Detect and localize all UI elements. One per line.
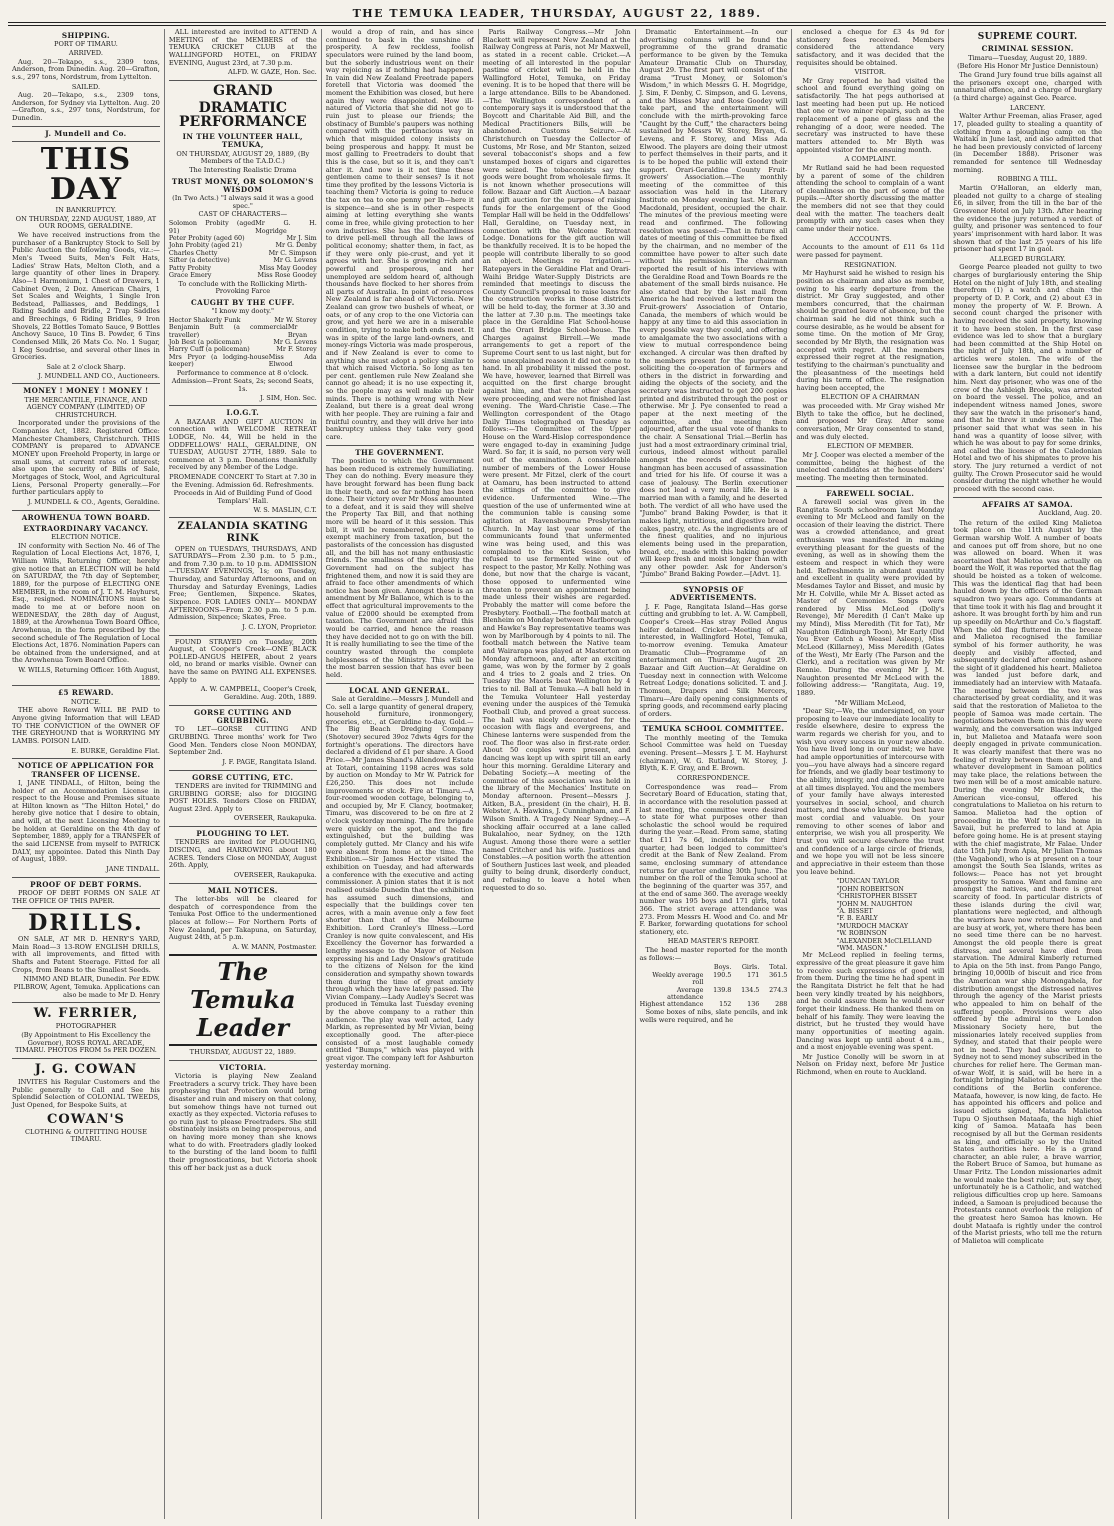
actor-name: Mr F. Storey — [276, 345, 317, 354]
visitor-heading: VISITOR. — [854, 68, 886, 77]
paper-date: THURSDAY, AUGUST 22, 1889. — [189, 1047, 296, 1056]
actor-name: Miss May Goodey — [259, 263, 317, 272]
cricket-meeting-body: ALL interested are invited to ATTEND A MEETING of the MEMBERS of the TEMUKA CRICKET CLUB at the WALLINGFORD HOTEL, on FRIDAY EVENING, August 23rd, at 7.30 p.m. — [168, 29, 317, 67]
gorse2-signature: OVERSEER, Raukapuka. — [233, 814, 317, 823]
gorse-heading: GORSE CUTTING AND GRUBBING. — [193, 707, 292, 726]
gorse-body: TO LET—GORSE CUTTING AND GRUBBING. Three months' work for Two Good Men. Tenders close Noon MONDAY, September 2nd. — [168, 725, 317, 757]
government-body: The position to which the Government has been reduced is extremely humiliating. They can do nothing. Every measure they have brought forward has been flung back in their teeth, and so far nothing has been done. Their victory over Mr Moss amounted to a defeat, and it is said they will shelve the Property Tax Bill, and that nothing more will be heard of it this session. This bill, it will be remembered, proposed to exempt machinery from taxation, but the pastoralists of the concession has disgusted all, and the bill has not many enthusiastic friends. The smallness of the majority the Government had on the subject has frightened them, and now it is said they are afraid to face other amendments of which notice has been given. Amongst these is an amendment by Mr Ballance, which is to the effect that agricultural improvements to the value of £2000 should be exempted from taxation. The Government are afraid this would be carried, and hence the reason they have decided not to go on with the bill. It is really humiliating to see the time of the country wasted through the complete helplessness of the Ministry. This will be the most barren session that has ever been held. — [325, 456, 474, 679]
ferrier-sub: PHOTOGRAPHER — [55, 1022, 117, 1031]
attendance-cell: 152 — [719, 1000, 732, 1009]
victoria-heading: VICTORIA. — [219, 1062, 267, 1072]
plough-signature: OVERSEER, Raukapuka. — [233, 871, 317, 880]
actor-name: Mr G. Levens — [273, 338, 317, 347]
dramatic-entertainment-body: Dramatic Entertainment.—In our advertising columns will be found the programme of the grand dramatic performance to be given by the Temuka Amateur Dramatic Club on Thursday, August 29. The first part will consist of the drama "Trust Money, or Solomon's Wisdom," in which Messrs G. H. Mogridge, J. Sim, F. Denby, C. Simpson, and G. Levens, and the Misses May and Rose Goodey will take part, and the entertainment will conclude with the mirth-provoking farce "Caught by the Cuff," the characters being sustained by Messrs W. Storey, Bryan, G. Levens, and F. Storey, and Miss Ada Elwood. The players are doing their utmost to perfect themselves in their parts, and it is to be hoped the public will extend their support. Orari-Geraldine County Fruit-growers' Association.—The monthly meeting of the committee of this association was held in the Literary Institute on Monday evening last. Mr B. R. Macdonald, president, occupied the chair. The minutes of the previous meeting were read and confirmed. The following resolution was passed:—That in future all dates of meeting of this committee be fixed by the chairman, and no member of the committee have power to alter such date without his permission. The chairman reported the result of his interviews with the Geraldine Road and Town Boards re the abatement of the small birds nuisance. He also stated that by the last mail from America he had received a letter from the Fruit-growers' Association of Ontario, Canada, the members of which would be happy at any time to aid this association in every possible way they could, and offering to amalgamate the two associations with a view to mutual correspondence being exchanged. A circular was then drafted by the members present for the purpose of soliciting the co-operation of farmers and others in the district in forwarding and aiding the objects of the society, and the secretary was instructed to get 200 copies printed and distributed through the post or otherwise. Mr J. Pye consented to read a paper at the next meeting of the committee, and the meeting then adjourned, after the usual vote of thanks to the chair. A Sensational Trial.—Berlin has just had a most extraordinary criminal trial, curious, indeed almost without parallel amongst the records of crime. The hangman has been accused of assassination and tried for his life. Of course it was a case of jealousy. The Berlin executioner does not lead a very moral life. He is a married man with a family, and he deserted both. The verdict of all who have used the "Jumbo" brand Baking Powder, is that it makes light, nutritious, and digestive bread cakes, pastry, etc. As the ingredients are of the finest qualities, and no injurious elements being used in the preparation, bread, etc., made with this baking powder will keep fresh and moist longer than with any other powder. Ask for Anderson's "Jumbo" Brand Baking Powder.—[Advt. 1]. — [639, 29, 788, 579]
character-name: Charles Chetty — [168, 248, 218, 257]
actor-name: Mr J. Sim — [286, 233, 317, 242]
attendance-cell: Weekly average roll — [652, 970, 704, 987]
victoria-body: Victoria is playing New Zealand Freetraders a scurvy trick. They have been prophesying that Protection would bring disaster and ruin and misery on that colony, but somehow things have not turned out exactly as they expected. Victoria refuses to go ruin just to please Freetraders. She still obstinately insists on being prosperous, and on having more money than she knows what to do with. Freetraders gladly looked to the bursting of the land boom to fulfil their prognostications, but Victoria shook this off her back just as a duck — [168, 1071, 317, 1172]
cast-list — [169, 220, 317, 279]
attendance-cell: Boys. — [713, 963, 732, 972]
attendance-cell: Average attendance — [667, 985, 704, 1002]
address-to: "Mr William McLeod, — [834, 698, 907, 707]
mail-heading: MAIL NOTICES. — [207, 885, 278, 895]
character-name: Benjamin Butt (a commercial traveller) — [168, 323, 288, 339]
performance-date: ON THURSDAY, AUGUST 29, 1889, (By Members of the T.A.D.C.) — [176, 149, 310, 166]
signer-name: "ALEXANDER McCLELLAND — [836, 936, 932, 945]
columns — [8, 29, 1106, 1519]
attendance-cell: 139.8 — [713, 985, 732, 994]
column-7 — [949, 29, 1106, 1519]
arowhenua-heading: AROWHENUA TOWN BOARD. — [21, 512, 151, 522]
attendance-cell: 361.5 — [769, 970, 788, 979]
ferrier-body: (By Appointment to His Excellency the Governor), ROSS ROYAL ARCADE, TIMARU. PHOTOS FROM 5s PER DOZEN. — [14, 1031, 157, 1055]
signer-name: "JOHN M. NAUGHTON — [836, 899, 913, 908]
sale-date: ON THURSDAY, 22ND AUGUST, 1889, AT OUR ROOMS, GERALDINE. — [15, 214, 157, 231]
reward-heading: £5 REWARD. — [58, 688, 114, 698]
mail-body: The letter-bbs will be cleared for despatch of correspondence from the Temuka Post Office to the undermentioned places at follow:— For Northern Ports of New Zealand, per Takapuna, on Saturday, August 24th, at 5 p.m. — [168, 895, 317, 942]
accounts-body: Accounts to the amount of £11 6s 11d were passed for payment. — [796, 243, 945, 259]
attendance-cell: 134.5 — [741, 985, 760, 994]
column-4 — [479, 29, 636, 1519]
actor-name: Mr Bryan — [287, 323, 308, 339]
skating-signature: J. C. LYON, Proprietor. — [242, 622, 317, 631]
character-name: Job Best (a policeman) — [168, 338, 242, 347]
drama-acts: (In Two Acts.) "I always said it was a good spec." — [172, 194, 314, 210]
actor-name: Miss Rose Goodey — [257, 271, 317, 280]
actor-name: Mr G. Denby — [275, 241, 317, 250]
drills-signature: NIMMO AND BLAIR, Dunedin. Per EDW. PILBROW, Agent, Temuka. Applications can also be made to Mr D. Henry — [13, 975, 160, 999]
money-company: THE MERCANTILE, FINANCE, AND AGENCY COMPANY (LIMITED) OF CHRISTCHURCH. — [24, 395, 148, 419]
robbing-heading: ROBBING A TILL. — [997, 175, 1058, 184]
court-judge: (Before His Honor Mr Justice Dennistoun) — [957, 62, 1099, 71]
synopsis-heading: SYNOPSIS OF ADVERTISEMENTS. — [670, 585, 757, 603]
attendance-cell: 190.5 — [713, 970, 732, 979]
actor-name: Mr W. Storey — [274, 315, 317, 324]
skating-body: OPEN on TUESDAYS, THURSDAYS, AND SATURDAYS—From 2.30 p.m. to 5 p.m., and from 7.30 p.m. to 10 p.m. ADMISSION—TUESDAY EVENINGS, 1s; on Tuesday, Thursday, and Saturday Afternoons, and on Thursday and Saturday Evenings, Ladies Free; Gentlemen, Sixpence. Skates, Sixpence. FOR LADIES ONLY— MONDAY AFTERNOONS—From 2.30 p.m. to 5 p.m. Admission, Sixpence; Skates, Free. — [168, 544, 317, 622]
ferrier-heading: W. FERRIER, — [33, 1006, 139, 1022]
attendance-cell: Highest attendance — [639, 1000, 704, 1009]
character-name: Harry Cuff (a policeman) — [168, 345, 250, 354]
complaint-body: Mr Rutland said he had been requested by a parent of some of the children attending the school to complain of a want of cleanliness on the part of some of the pupils.—After shortly discussing the matter the members did not see that they could deal with the matter. The teachers dealt promptly with any such cases when they came under their notice. — [796, 163, 945, 234]
samoa-heading: AFFAIRS AT SAMOA. — [982, 499, 1074, 509]
signer-name: "CHRISTOPHER BISSET — [836, 892, 918, 901]
attendance-cell: Girls. — [741, 963, 760, 972]
farewell-heading: FAREWELL SOCIAL. — [826, 488, 915, 498]
debt-heading: PROOF OF DEBT FORMS. — [30, 879, 142, 889]
character-name: Grace Emery — [168, 271, 212, 280]
correspondence-heading: CORRESPONDENCE. — [676, 773, 751, 782]
signer-name: "F. B. EARLY — [836, 914, 878, 923]
shipping-heading: SHIPPING. — [61, 31, 110, 40]
gorse-signature: J. F. PAGE, Rangitata Island. — [222, 757, 317, 766]
money-body: Incorporated under the provisions of the Companies Act, 1882. Registered Office: Manchester Chambers, Christchurch. THIS COMPANY is prepared to ADVANCE MONEY upon Freehold Property, in large or small sums, at current rates of interest; also upon the security of Bills of Sale, Mortgages of Stock, Wool, and Agricultural Liens, Personal Property generally.—For further particulars apply to — [12, 419, 160, 497]
performance-signature: J. SIM, Hon. Sec. — [259, 393, 317, 402]
column-3 — [322, 29, 479, 1519]
chairman-election-heading: ELECTION OF A CHAIRMAN — [820, 393, 920, 402]
robbing-body: Martin O'Halloran, an elderly man, pleaded not guilty to a charge of stealing £6, in silver, from the till in the bar of the Grosvenor Hotel on July 13th. After hearing the evidence the jury returned a verdict of guilty, and prisoner was sentenced to four years' imprisonment with hard labor. It was shown that of the last 25 years of his life prisoner had spent 17 in gaol. — [953, 184, 1102, 254]
signer-name: "MURDOCH MACKAY — [836, 921, 909, 930]
attendance-cell: 274.3 — [769, 985, 788, 994]
found-signature: A. W. CAMPBELL, Cooper's Creek, Geraldine. Aug. 20th, 1889. — [200, 685, 317, 702]
member-election-heading: ELECTION OF MEMBER. — [827, 442, 914, 451]
chairman-election-body: was proceeded with. Mr Gray wished Mr Blyth to take the office, but he declined, and proposed Mr Gray. After some conversation, Mr Gray consented to stand, and was duly elected. — [796, 402, 945, 441]
column-5 — [636, 29, 793, 1519]
money-signature: J. MUNDELL & CO., Agents, Geraldine. — [27, 497, 160, 506]
signer-name: "DUNCAN TAYLOR — [836, 877, 900, 886]
member-election-body: Mr J. Cooper was elected a member of the committee, being the highest of the unelected candidates at the householders' meeting. The meeting then terminated. — [796, 450, 945, 482]
farce-title: CAUGHT BY THE CUFF. — [191, 297, 295, 307]
complaint-heading: A COMPLAINT. — [844, 155, 897, 164]
cast-heading: CAST OF CHARACTERS— — [198, 210, 288, 219]
election-heading: ELECTION NOTICE. — [51, 533, 121, 542]
volunteer-hall: IN THE VOLUNTEER HALL, TEMUKA, — [182, 131, 303, 150]
synopsis-body: J. F. Page, Rangitata Island—Has gorse cutting and grubbing to let. A. W. Campbell, Cooper's Creek—Has stray Polled Angus heifer detained. Cricket—Meeting of all interested, in Wallingford Hotel, Temuka, to-morrow evening. Temuka Amateur Dramatic Club—Programme of an entertainment on Thursday, August 29. Bazaar and Gift Auction—At Geraldine on Tuesday next in connection with Welcome Retreat Lodge; donations solicited. T. and J. Thomson, Drapers and Silk Mercers, Timaru—Are daily opening consignments of spring goods, and recommend early placing of orders. — [639, 602, 788, 718]
attendance-cell: 171 — [747, 970, 760, 979]
larceny-body: Walter Arthur Freeman, alias Fraser, aged 17, pleaded guilty to stealing a quantity of clothing from a ploughing camp on the Waitaki in June last, and also admitted that he had been previously convicted of larceny (in December 1888). Prisoner was remanded for sentence till Wednesday morning. — [953, 112, 1102, 174]
drama-title: TRUST MONEY, OR SOLOMON'S WISDOM — [171, 176, 314, 194]
connolly-body: Mr Justice Conolly will be sworn in at Nelson on Friday next, before Mr Justice Richmond, when en route to Auckland. — [796, 1052, 945, 1077]
election-body: IN conformity with Section No. 46 of The Regulation of Local Elections Act, 1876, I, William Wills, Returning Officer, hereby give notice that an ELECTION will be held on SATURDAY, the 7th day of September, 1889, for the purpose of ELECTING ONE MEMBER, in the room of J. T. M. Hayhurst, Esq., resigned. NOMINATIONS must be made to me at or before noon on WEDNESDAY, the 28th day of August, 1889, at the Arowhenua Town Board Office, Arowhenua, in the form prescribed by the second schedule of The Regulation of Local Elections Act, 1876. Nomination Papers can be obtained from the undersigned, and at the Arowhenua Town Board Office. — [12, 541, 160, 665]
drama-intro: The Interesting Realistic Drama — [189, 165, 297, 174]
court-date: Timaru—Tuesday, August 20, 1889. — [968, 53, 1088, 62]
notice-heading: NOTICE. — [70, 697, 101, 706]
signers-list — [796, 878, 944, 952]
head-master-body: The head master reported for the month as follows:— — [639, 946, 788, 962]
masthead-title: THE TEMUKA LEADER, THURSDAY, AUGUST 22, 1889. — [352, 6, 762, 20]
character-name: Peter Probity (aged 60) — [168, 233, 245, 242]
character-name: Solomon Probity (aged 91) — [168, 219, 256, 235]
actor-name: Miss Ada Elwood — [268, 352, 317, 369]
license-body: I, JANE TINDALL, of Hilton, being the holder of an Accommodation License in respect to the House and Premises situate at Hilton known as "The Hilton Hotel," do hereby give notice that I desire to obtain, and will, at the next Licensing Meeting to be holden at Geraldine on the 4th day of September, 1889, apply for a TRANSFER of the said LICENSE from myself to PATRICK DALY, my appointee. Dated this Ninth Day of August, 1889. — [12, 778, 160, 864]
attendance-table — [640, 964, 788, 1009]
proceeds: Proceeds in Aid of Building Fund of Good Templars' Hall. — [173, 489, 313, 506]
burglary-heading: ALLEGED BURGLARY. — [989, 254, 1066, 263]
arrived-heading: ARRIVED. — [68, 48, 103, 57]
iogt-heading: I.O.G.T. — [226, 408, 260, 418]
this-day-heading: THIS DAY — [40, 142, 132, 208]
masthead-rule — [8, 22, 1106, 26]
local-general-body: Sale at Geraldine.—Messrs J. Mundell and Co. sell a large quantity of general drapery, household furniture, ironmongery, groceries, etc., at Geraldine to-day. Gold.—The Big Beach Dredging Company (Shotover) secured 39oz 7dwts 4grs for the fortnight's operations. The directors have declared a dividend of £1 per share. A Good Price.—Mr James Shand's Allendowd Estate at Totari, containing 1198 acres was sold by auction on Monday to Mr W. Patrick for £26,250. This does not include improvements or stock. Fire at Timaru.—A four-roomed wooden cottage, belonging to, and occupied by, Mr F. Clancy, bootmaker, Timaru, was discovered to be on fire at 2 o'clock yesterday morning. The fire brigade were quickly on the spot, and the fire extinguished, but the building was completely gutted. Mr Clancy and his wife were absent from home at the time. The Exhibition.—Sir James Hector visited the exhibition on Tuesday, and had afterwards a conference with the executive and acting commissioner. A pinion states that it is not realised outside Dunedin that the exhibition has assumed such dimensions, and especially that the buildings cover ten acres, with a main avenue only a few feet shorter than that of the Melbourne Exhibition. Lord Cranley's Illness.—Lord Cranley is now quite convalescent, and His Excellency the Governor has forwarded a lengthy message to the Mayor of Nelson expressing his and Lady Onslow's gratitude to the citizens of Nelson for the kind consideration and sympathy shown towards them during the time of great anxiety through which they have lately passed. The Vivian Company.—Lady Audley's Secret was produced in Temuka last Tuesday evening by the above company to a rather thin audience. The play was well acted, Lady Markin, as represented by Mr Vivian, being exceptionally good. The after-piece consisted of a most laughable comedy entitled "Bumps," which was played with great vigor. The company left for Ashburton yesterday morning. — [325, 694, 474, 1070]
bazaar-signature: W. S. MASLIN, C.T. — [253, 505, 317, 514]
skating-heading: ZEALANDIA SKATING RINK — [177, 521, 309, 544]
farce-cast-list — [169, 317, 317, 369]
cowans-heading: COWAN'S — [47, 1111, 125, 1127]
cowans-sub: CLOTHING & OUTFITTING HOUSE TIMARU. — [24, 1127, 147, 1144]
arrived-text: Aug. 20—Tekapo, s.s., 2309 tons, Anderson, from Dunedin. Aug. 20—Grafton, s.s., 297 tons, Nordstrum, from Lyttelton. — [12, 57, 160, 81]
signer-name: "W. ROBINSON — [836, 929, 887, 938]
performance-time: Performance to commence at 8 o'clock. — [176, 368, 309, 377]
cricket-meeting-signature: ALFD. W. GAZE, Hon. Sec. — [227, 68, 317, 77]
address-body: "Dear Sir,—We, the undersigned, on your proposing to leave our immediate locality to reside elsewhere, desire to express the warm regards we cherish for you, and to wish you every success in your new abode. You have lived long in our midst; we have had ample opportunities of intercourse with you—you have always had a sincere regard for friends, and we gladly bear testimony to the ability, integrity, and diligence you have at all times displayed. You and the members of your family have always interested yourselves in social, school, and church matters, and those who know you best have most cordial and valuable. On your removing to other scenes of labor and enterprise, we wish you all prosperity. We trust you will secure elsewhere the trust and confidence of a large circle of friends, and we hope you will not be less sincere and appreciative in their esteem than those you leave behind. — [796, 707, 945, 876]
actor-name: Mr G. H. Mogridge — [255, 219, 317, 235]
local-items-body: Paris Railway Congress.—Mr John Blackett will represent New Zealand at the Railway Congress at Paris, not Mr Maxwell, as stated in a recent cable. Cricket.—A meeting of all interested in the popular pastime of cricket will be held in the Wallingford Hotel, Temuka, on Friday evening. It is to be hoped that there will be a large attendance. Bills to be Abandoned.—The Wellington correspondent of a contemporary says it is understood that the Boycott and Charitable Aid Bill, and the Medical Practitioners Bills, will be abandoned. Customs Seizure.—At Christchurch on Tuesday the Collector of Customs, Mr Rose, and Mr Stanton, seized several tobacconist's shops and a few unstamped boxes of cigars and cigarettes were seized. The tobacconists say the goods were bought from wholesale firms. It is not known whether prosecutions will follow. Bazaar and Gift Auction.—A bazaar and gift auction for the purpose of raising funds for the enlargement of the Good Templar Hall will be held in the Oddfellows' Hall, Geraldine, on Tuesday next, in connection with the Welcome Retreat Lodge. Donations for the gift auction will be thankfully received. It is to be hoped the people will contribute liberally to so good an object. Meetings re Irrigation.—Ratepayers in the Geraldine Flat and Orari-Waihi Bridge Water-Supply Districts are reminded that meetings to discuss the County Council's proposal to raise loans for the construction works in those districts will be held to-day, the former at 3.30 and the latter at 7.30 p.m. The meetings take place in the Geraldine Flat School-house and the Orari Bridge School-house. The Charges against Birrell.—We made arrangements to get a report of the Supreme Court sent to us last night, but for some unexplained reason it did not come to hand. In all probability it missed the post. We have, however, learned that Birrell was acquitted on the first charge brought against him, and that the other charges were proceeding, and were not finished last evening. The Ward-Christie Case.—The Wellington correspondent of the Otago Daily Times telegraphed on Tuesday as follows:—The Committee of the Upper House on the Ward-Hislop correspondence were engaged to-day in examining Judge Ward. So far, it is said, no person very well out of the examination. A considerable number of members of the Lower House were present. Mr Fitzel, clerk of the court at Oamaru, has been instructed to attend the sittings of the committee to give evidence. Unfermented Wine.—The question of the use of unfermented wine at the communion table is causing some agitation at Ravensbourne Presbyterian Church. In May last year some of the communicants found that unfermented wine was being used, and this was complained to the Kirk Session, who refused to use fermented wine out of respect to the pastor, Mr Kelly. Nothing was done, but now that the charge is vacant, those opposed to unfermented wine threaten to prevent an appointment being made unless their wishes are regarded. Probably the matter will come before the Presbytery. Football.—The football match at Blenheim on Monday between Marlborough and Hawke's Bay representative teams was won by Marlborough by 4 points to nil. The football match between the Native team and Wairarapa was played at Masterton on Monday afternoon, and, after an exciting game, was won by the former by 2 goals and 4 tries to 2 goals and 2 tries. On Tuesday the Maoris beat Wellington by 4 tries to nil. Ball at Temuka.—A ball held in the Temuka Volunteer Hall yesterday evening under the auspices of the Temuka Football Club, and proved a great success. The hall was nicely decorated for the occasion with flags and evergreens, and Chinese lanterns were suspended from the roof. The floor was also in first-rate order. About 50 couples were present, and dancing was kept up with spirit till an early hour this morning. Geraldine Literary and Debating Society.—A meeting of the committee of this association was held in the library of the Mechanics' Institute on Monday afternoon. Present—Messrs J. Aitken, B.A., president (in the chair), H. B. Webster, A. Hawkins, J. Cunningham, and F. Wilson Smith. A Tragedy Near Sydney.—A shocking affair occurred at a lane called Bukalahoo, near Sydney, on the 12th August. Among those there were a settler named Critcher and his wife. Justices and Constables.—A position worth the attention of Southern Justices last week, and pleaded guilty to being drunk, disorderly conduct, and refusing to leave a hotel when requested to do so. — [482, 29, 631, 892]
attendance-cell: 288 — [775, 1000, 788, 1009]
visitor-body: Mr Gray reported he had visited the school and found everything going on satisfactorily. The hat pegs authorised at last meeting had been put up. He noticed that one or two minor repairs, such as the replacement of a pane of glass and the rehanging of a door, were needed. The secretary was instructed to have these matters attended to. Mr Blyth was appointed visitor for the ensuing month. — [796, 76, 945, 154]
school-committee-heading: TEMUKA SCHOOL COMMITTEE. — [642, 724, 785, 734]
mail-signature: A. W. MANN, Postmaster. — [232, 942, 317, 951]
promenade-concert: PROMENADE CONCERT To Start at 7.30 in the Evening. Admission 6d. Refreshments. — [169, 473, 317, 489]
accounts-heading: ACCOUNTS. — [849, 234, 892, 243]
samoa-body: The return of the exiled King Malietoa took place on the 11th August by the German warship Wolf. A number of boats and canoes put off from shore, but no one was allowed on board. When it was ascertained that Malietoa was actually on board the Wolf, it was reported that the flag should be hoisted as a token of welcome. This was the identical flag that had been hauled down by the officers of the German squadron two years ago. Commandants at that time took it with his flag and brought it ashore. It was brought forth by him and run up speedily on McArthur and Co.'s flagstaff. When the old flag fluttered in the breeze and Malietoa recognised the familiar symbol of his former authority, he was deeply and visibly affected, and subsequently declared after coming ashore the sight of it gladdened his heart. Malietoa was landed just before dark, and immediately had an interview with Mataafa. The meeting between the two was characterised by great cordiality, and it was said that the restoration of Malietoa to the people of Samoa was made certain. The negotiations between them on this day were warmly, and the conversation was indulged in, but Malietoa and Mataafa were soon deeply engaged in private communication. It was clearly manifest that there was no feeling of rivalry between them at all, and whatever development in Samoan politics may take place, the relations between the two men will be of a most amicable nature. During the evening Mr Blacklock, the American vice-consul, offered his congratulations to Malietoa on his return to Samoa. Malietoa had the option of proceeding in the Wolf to his home in Savaii, but he preferred to land at Apia before going home. He is at present staying with the chief magistrate, Mr Falae. Under date 15th July from Apia, Mr Julian Thomas (the Vagabond), who is at present on a tour amongst the South Sea Islands, writes as follows:— Peace has not yet brought prosperity to Samoa. Want and famine are amongst the natives, and there is great scarcity of food. In particular districts of these islands during the civil war, plantations were neglected, and although the warriors have now returned home and are busy at work, yet, where there has been no seed time there can be no harvest. Amongst the old people there is great distress, and several have died from starvation. The Admiral Kimberly returned to Apia on the 5th inst. from Pango Pango, bringing 10,000lb of biscuit and rice from the American war ship Monongahela, for distribution amongst the distressed natives through the agency of the Marist priests who appealed to him on behalf of the suffering people. Provisions were also offered by the admiral to the London Missionary Society here, but the missionaries lately received supplies from Sydney, and stated that their people were not in need. They had also written to Sydney not to send money subscribed in the churches for relief here. The German man-of-war Wolf, it is said, will be here in a fortnight bringing Malietoa back under the conditions of the Berlin conference. Mataafa, however, is now king, de facto. He has appointed his officers and police and issued edicts signed, Mataafa Malietoa Tupu O Sjouthsen Mataafa, the high chief king of Samoa. Mataafa has been recognised by all but the German residents as king, and officially so by the United States authorities here. He is a grand character, an able ruler, a brave warrior, the Robert Bruce of Samoa, but humane as Umar Fritz. The London missionaries admit he would make the best ruler; but, say they, unfortunately he is a Catholic, and watched religious difficulties crop up here. Samoans indeed, a Samoan is prejudiced because the Protestants cannot overlook the religion of the greatest hero Samoa has known. He doubt Mataafa is rightly under the control of the Marist priests, who tell me the return of Malietoa will complicate — [953, 518, 1102, 1245]
sale-body: We have received instructions from the purchaser of a Bankruptcy Stock to Sell by Public Auction the following Goods, viz.:— Men's Tweed Suits, Men's Felt Hats, Ladies' Straw Hats, Melton Cloth, and a large quantity of other lines in Drapery. Also—1 Harmonium, 1 Chest of Drawers, 1 Cabinet Oven, 2 Doz. American Chairs, 1 Set Scales and Weights, 1 Single Iron Bedstead, Palliasses, and Beddings, 1 Riding Saddle and Bridle, 2 Trap Saddles and Breechings, 6 Riding Bridles, 9 Iron Shovels, 22 Bottles Tomato Sauce, 9 Bottles Anchovy Sauce, 10 Tins B. Powder, 6 Tins Condensed Milk, 26 Mats Co. No. 1 Sugar, 1 Keg Soudrise, and several other lines in Groceries. — [12, 231, 160, 362]
head-master-heading: HEAD MASTER'S REPORT. — [667, 937, 760, 946]
character-name: Mrs Pryor (a lodging-house keeper) — [168, 352, 269, 369]
attendance-cell: 136 — [747, 1000, 760, 1009]
reply-body: Mr McLeod replied in feeling terms, expressive of the great pleasure it gave him to receive such expressions of good will from them. During the time he had spent in the Rangitata District he felt that he had been very kindly treated by his neighbors, and he could assure them he would never forget their kindness. He thanked them on behalf of his family. They were leaving the district, but he trusted they would have many opportunities of meeting again. Dancing was kept up until about 4 a.m., and a most enjoyable evening was spent. — [796, 951, 945, 1052]
election-signature: W. WILLS, Returning Officer. 16th August, 1889. — [18, 666, 160, 682]
actor-name: Mr C. Simpson — [268, 248, 317, 257]
sale-time: Sale at 2 o'clock Sharp. — [46, 362, 126, 371]
found-body: FOUND STRAYED on Tuesday, 20th August, at Cooper's Creek—ONE BLACK POLLED-ANGUS HEIFER, about 2 years old, no brand or marks visible. Owner can have the same on PAYING ALL EXPENSES. Apply to — [168, 637, 317, 684]
nibs-text: Some boxes of nibs, slate pencils, and ink wells were required, and he — [639, 1007, 788, 1024]
gorse2-body: TENDERS are invited for TRIMMING and GRUBBING GORSE; also for DIGGING POST HOLES. Tenders Close on FRIDAY, August 23rd. Apply to — [168, 781, 317, 813]
correspondence-body: Correspondence was read— From Secretary Board of Education, stating that, in accordance with the resolution passed at last meeting, the committee were desired to state for what purposes other than scholastic the school would be required during the year.—Read. From same, stating that £11 7s 6d, incidentals for third quarter, had been lodged to committee's credit at the Bank of New Zealand. From same, enclosing summary of attendance returns for quarter ending 30th June. The number on the roll of the Temuka school at the beginning of the quarter was 357, and at the end of same 360. The average weekly number was 195 boys and 171 girls, total 366. The strict average attendance was 273. From Messrs H. Wood and Co. and Mr F. Barker, forwarding quotations for school stationery, etc. — [639, 782, 788, 936]
drills-heading: DRILLS. — [28, 910, 144, 937]
signer-name: "A. BISSET — [836, 906, 873, 915]
editorial-body: would a drop of rain, and has since continued to bask in the sunshine of prosperity. A few reckless, foolish speculators were ruined by the land boom, but the soberly industrious went on their way rejoicing as if nothing had happened. In vain did New Zealand Freetrade papers foretell that Victoria was doomed the moment the Exhibition was closed, but here again they were disappointed. How ill-natured of Victoria that she did not go to ruin just to please our friends; the obstinacy of Bumble's paupers was nothing compared with the pertinacious way in which that misguided colony insists on being prosperous and happy. It must be most galling to Freetraders to doubt that this is the case, but so it is, and they can't alter it. And now is it not time these gentlemen came to their senses? Is it not time they profited by the lessons Victoria is teaching them? Victoria is going to reduce the tax on tea to one penny per lb—here it is sixpence—and she is in other respects aiming at letting everything she wants come in free, while giving protection to her own industries. She has the foolhardiness to drive pell-mell through all the laws of political economy; shatter them, in fact, as if they were only pie-crust, and yet it agrees with her. She is growing rich and powerful and prosperous, and her unemployed are seldom heard of, although thousands have flocked to her shores from all parts of Australia. In point of resources New Zealand is far ahead of Victoria. New Zealand can grow two bushels of wheat, or oats, or of any crop to the one Victoria can grow, and yet here we are in a miserable condition, trying to make both ends meet. It was in spite of the large land-owners, and money-rings Victoria was made prosperous, and if New Zealand is ever to come to anything she must adopt a policy similar to that which raised Victoria. So long as ten per cent. gentlemen rule New Zealand she cannot go ahead; it is no use expecting it, so the people may as well make up their minds. There is nothing wrong with New Zealand, but there is a great deal wrong with her people. They are ruining a fair and fruitful country, and they will drive her into bankruptcy unless they take very good care. — [325, 29, 474, 441]
character-name: John Probity (aged 21) — [168, 241, 243, 250]
masthead — [8, 6, 1106, 20]
resignation-body: Mr Hayhurst said he wished to resign his position as chairman and also as member, owing to his early departure from the district. Mr Gray suggested, and other members concurred, that the chairman should be granted leave of absence, but the chairman said he did not think such a course desirable, as he would be absent for some time. On the motion of Mr Gray, seconded by Mr Blyth, the resignation was accepted with regret. All the members expressed their regret at the resignation, testifying to the chairman's punctuality and the pleasantness of the meetings held during his term of office. The resignation having been accepted, the — [796, 269, 945, 392]
character-name: Patty Probity — [168, 263, 211, 272]
cowan-heading: J. G. COWAN — [34, 1061, 138, 1077]
signer-name: "JOHN ROBERTSON — [836, 884, 904, 893]
reward-signature: E. BURKE, Geraldine Flat. — [71, 746, 160, 755]
reward-body: THE above Reward WILL BE PAID to Anyone giving Information that will LEAD TO THE CONVICTION of the OWNER OF THE GREYHOUND that is WORRYING MY LAMBS. POISON LAID. — [12, 706, 160, 745]
government-heading: THE GOVERNMENT. — [355, 447, 445, 457]
farce-quote: "I know my dooty." — [211, 307, 275, 316]
burglary-body: George Pearce pleaded not guilty to two charges of burglariously entering the Ship Hotel on the night of July 18th, and stealing therefrom (1) a watch and chain the property of D. P. Cork, and (2) about £3 in money the property of W. F. Brown. A second count charged the prisoner with having received the said property, knowing it to have been stolen. In the first case evidence was led to show that a burglary had been committed at the Ship Hotel on the night of July 18th, and a number of articles were stolen. The wife of the licensee saw the burglar in the bedroom with a dark lantern, but could not identify him. Next day prisoner, who was one of the crew of the Ashleigh Brooks, was arrested on board the vessel. The police, and an independent witness named Jones, swore they saw the watch in the prisoner's hand, and that he threw it under the table. The prisoner said that what was seen in his hand was a quantity of loose silver, with which he was about to pay for some drinks, and called the licensee of the Caledonian Hotel and two of his shipmates to prove his story. The jury returned a verdict of not guilty. The Crown Prosecutor said he would consider during the night whether he would proceed with the second case. — [953, 263, 1102, 494]
attendance-cell: Total. — [769, 963, 788, 972]
gorse2-heading: GORSE CUTTING, ETC. — [192, 772, 294, 782]
larceny-heading: LARCENY. — [1009, 103, 1046, 112]
cowan-body: INVITES his Regular Customers and the Public generally to Call and See his Splendid Selection of COLONIAL TWEEDS, Just Opened, for Bespoke Suits, at — [12, 1078, 160, 1109]
port-heading: PORT OF TIMARU. — [54, 40, 118, 49]
vacancy-heading: EXTRAORDINARY VACANCY. — [23, 523, 149, 533]
license-signature: JANE TINDALL. — [106, 864, 160, 873]
bazaar-body: A BAZAAR AND GIFT AUCTION in connection with WELCOME RETREAT LODGE, No. 44, Will be held in the ODDFELLOWS' HALL, GERALDINE, ON TUESDAY, AUGUST 27TH, 1889. Sale to commence at 3 p.m. Donations thankfully received by any Member of the Lodge. — [168, 417, 317, 472]
drills-body: ON SALE, AT MR D. HENRY'S YARD, Main Road—3 13-ROW ENGLISH DRILLS, with all improvements, and fitted with Shafts and Patent Steerage. Fitted for all Crops, from Beans to the Smallest Seeds. — [12, 935, 160, 974]
farce-cast-row — [169, 324, 317, 339]
character-name: Sifter (a detective) — [168, 256, 230, 265]
cast-row — [169, 272, 317, 279]
actor-name: Mr G. Levens — [273, 256, 317, 265]
nameplate: The Temuka Leader — [169, 954, 317, 1045]
sale-signature: J. MUNDELL AND CO., Auctioneers. — [38, 371, 160, 380]
column-6 — [792, 29, 949, 1519]
debt-body: PROOF OF DEBT FORMS ON SALE AT THE OFFICE OF THIS PAPER. — [12, 888, 160, 905]
supreme-court-heading: SUPREME COURT. — [977, 32, 1078, 42]
local-general-heading: LOCAL AND GENERAL. — [349, 685, 451, 695]
farewell-body: A farewell social was given in the Rangitata South schoolroom last Monday evening to Mr McLeod and family on the occasion of their leaving the district. There was a crowded attendance, and great enthusiasm was manifested in making everything pleasant for the guests of the evening, as well as in showing them the esteem and respect in which they were held. Refreshments in abundant quantity and excellent in quality were provided by Mesdames Taylor and Bisset, and music by Mr H. Colville, while Mr A. Bisset acted as Master of Ceremonies. Songs were rendered by Miss McLeod (Dolly's Revenge), Mr Meredith (I Can't Make up my Mind), Miss Meredith (Tit for Tat), Mr Naughton (Edinburgh Toon), Mr Early (Did You Ever Catch a Weasel Asleep), Miss McLeod (Killarney), Miss Meredith (Gates of the West), Mr Early (The Parson and the Clerk), and a recitation was given by Mr Rennie. During the evening Mr J. M. Naughton presented Mr McLeod with the following address:— "Rangitata, Aug. 19, 1889. — [796, 497, 945, 697]
column-2 — [165, 29, 322, 1519]
admission: Admission—Front Seats, 2s; second Seats, 1s. — [171, 377, 314, 393]
samoa-date: Auckland, Aug. 20. — [1038, 509, 1102, 517]
school-committee-body: The monthly meeting of the Temuka School Committee was held on Tuesday evening. Present—Messrs J. T. M. Hayhurst (chairman), W. G. Rutland, W. Storey, J. Blyth, K. F. Gray, and E. Brown. — [639, 733, 788, 773]
plough-body: TENDERS are invited for PLOUGHING, DISCING, and HARROWING about 180 ACRES. Tenders Close on MONDAY, August 26th. Apply, — [168, 838, 317, 870]
grand-heading: GRAND — [213, 82, 273, 99]
mundell-banner: J. Mundell and Co. — [45, 128, 127, 138]
sailed-heading: SAILED. — [71, 82, 101, 91]
bankruptcy-heading: IN BANKRUPTCY. — [55, 206, 117, 215]
license-heading: NOTICE OF APPLICATION FOR TRANSFER OF LICENSE. — [17, 761, 155, 779]
cast-row — [169, 220, 317, 235]
column-1 — [8, 29, 165, 1519]
dramatic-heading: DRAMATIC PERFORMANCE — [179, 99, 307, 131]
stationery-text: enclosed a cheque for £3 4s 9d for stationery fees received. Members considered the attendance very satisfactory, and it was decided that the requisites should be obtained. — [796, 29, 945, 67]
resignation-heading: RESIGNATION. — [844, 260, 897, 269]
character-name: Hector Shakerly Funk — [168, 315, 241, 324]
farce-intro: To conclude with the Rollicking Mirth-Provoking Farce — [178, 279, 308, 296]
plough-heading: PLOUGHING TO LET. — [196, 829, 290, 839]
court-body: The Grand Jury found true bills against all the prisoners except one, charged with unnatural offence, and a charge of burglary (a third charge) against Geo. Pearce. — [953, 71, 1102, 102]
criminal-session-heading: CRIMINAL SESSION. — [981, 44, 1074, 54]
money-heading: MONEY ! MONEY ! MONEY ! — [23, 386, 149, 396]
farce-cast-row — [169, 354, 317, 369]
signer-name: "WM. MASON." — [836, 944, 888, 953]
sailed-text: Aug. 20—Tekapo, s.s., 2309 tons, Anderson, for Sydney via Lyttelton. Aug. 20—Grafton, s.s., 297 tons, Nordstrum, for Dunedin. — [12, 91, 160, 123]
